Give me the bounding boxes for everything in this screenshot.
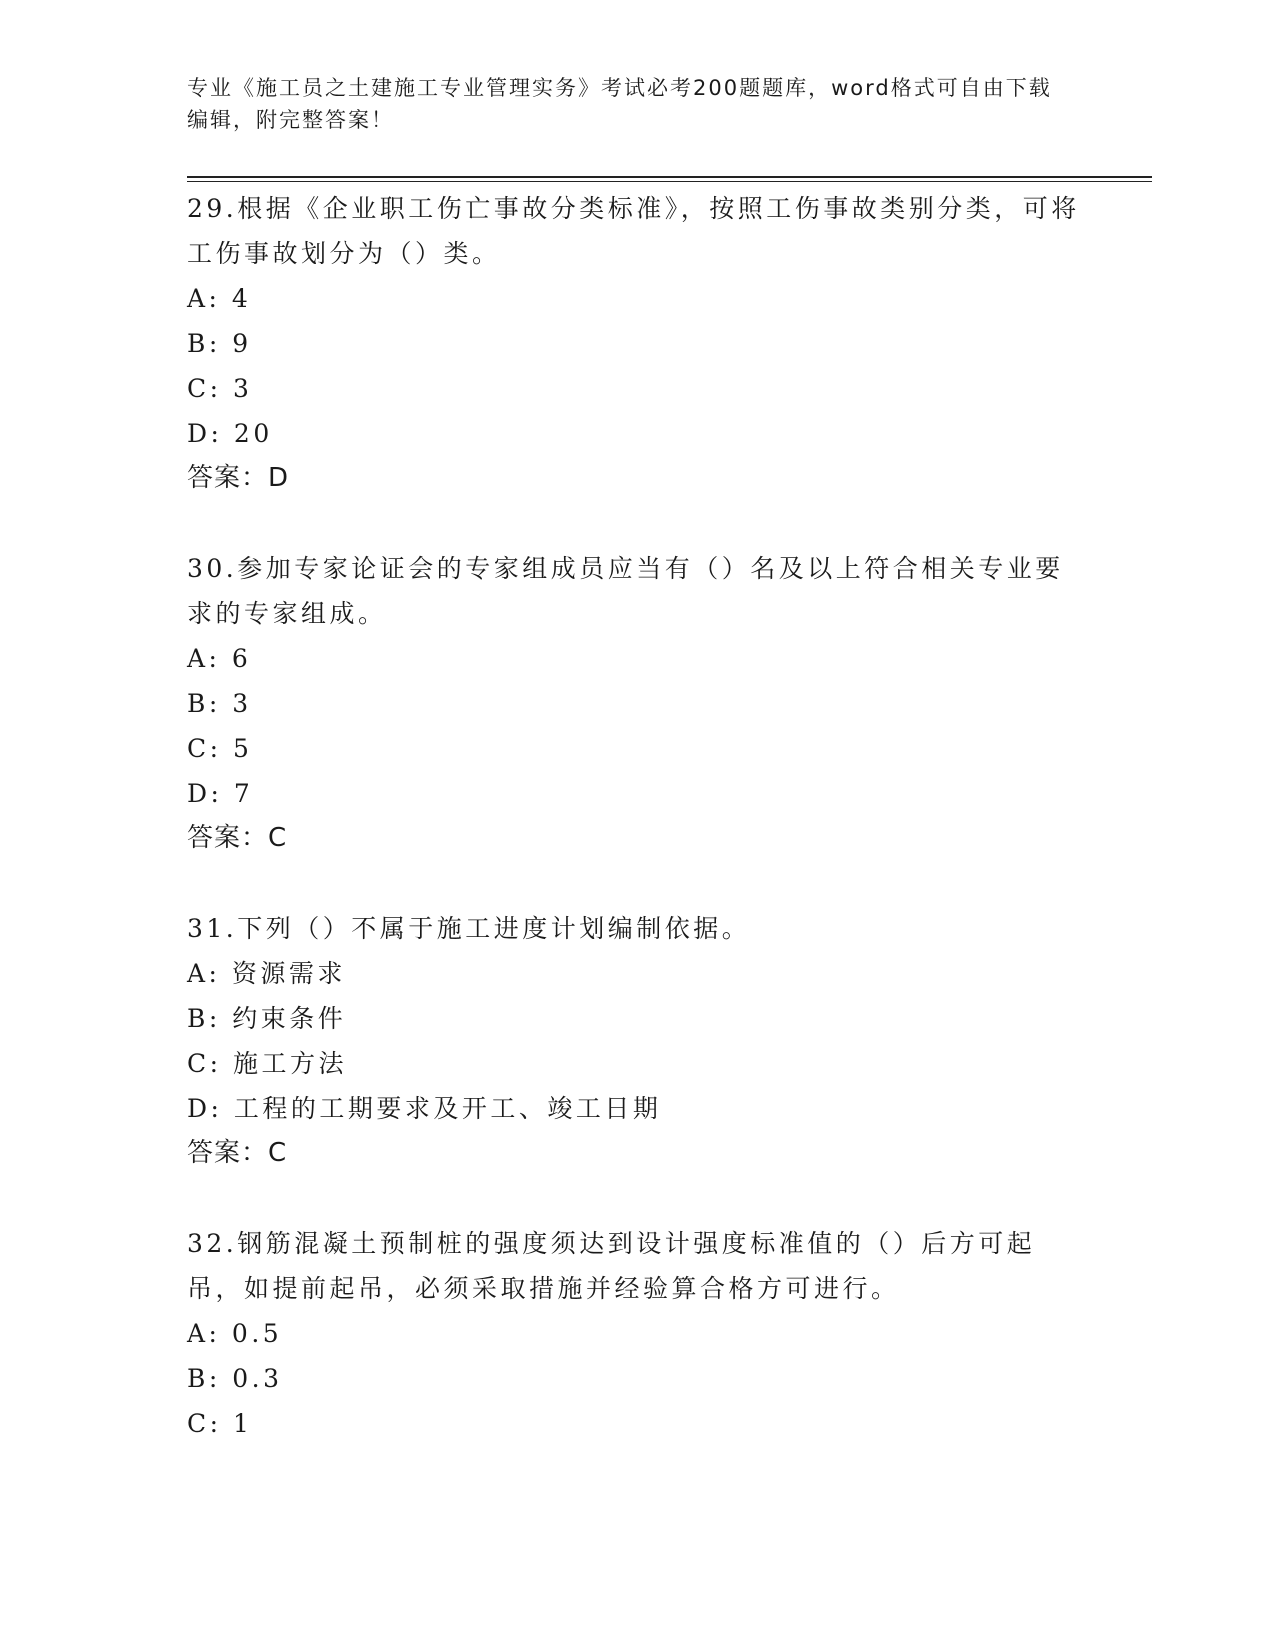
- question-text: 30.参加专家论证会的专家组成员应当有（）名及以上符合相关专业要求的专家组成。: [187, 554, 1064, 628]
- option-c: C: 5: [187, 734, 253, 763]
- option-a: A: 资源需求: [187, 959, 346, 988]
- option-c: C: 1: [187, 1409, 253, 1438]
- option-a: A: 4: [187, 284, 252, 313]
- option-d: D: 工程的工期要求及开工、竣工日期: [187, 1094, 662, 1123]
- document-header: 专业《施工员之土建施工专业管理实务》考试必考200题题库，word格式可自由下载编辑，附完整答案！: [187, 76, 1052, 132]
- option-a: A: 6: [187, 644, 252, 673]
- option-b: B: 约束条件: [187, 1004, 347, 1033]
- header-rule-thick: [187, 176, 1152, 178]
- option-d: D: 7: [187, 779, 254, 808]
- answer-line: 答案：C: [187, 823, 288, 853]
- question-text: 31.下列（）不属于施工进度计划编制依据。: [187, 914, 751, 943]
- question-32: [187, 1221, 1087, 1446]
- option-c: C: 施工方法: [187, 1049, 347, 1078]
- option-c: C: 3: [187, 374, 253, 403]
- option-a: A: 0.5: [187, 1319, 283, 1348]
- option-b: B: 0.3: [187, 1364, 283, 1393]
- question-29: [187, 186, 1087, 501]
- question-list: [187, 186, 1087, 1491]
- question-31: [187, 906, 1087, 1176]
- answer-line: 答案：D: [187, 463, 290, 493]
- question-text: 29.根据《企业职工伤亡事故分类标准》，按照工伤事故类别分类，可将工伤事故划分为（）类。: [187, 194, 1080, 268]
- question-text: 32.钢筋混凝土预制桩的强度须达到设计强度标准值的（）后方可起吊，如提前起吊，必须采取措施并经验算合格方可进行。: [187, 1229, 1036, 1303]
- option-b: B: 3: [187, 689, 252, 718]
- option-b: B: 9: [187, 329, 252, 358]
- header-rule-thin: [187, 181, 1152, 182]
- answer-line: 答案：C: [187, 1138, 288, 1168]
- question-30: [187, 546, 1087, 861]
- option-d: D: 20: [187, 419, 273, 448]
